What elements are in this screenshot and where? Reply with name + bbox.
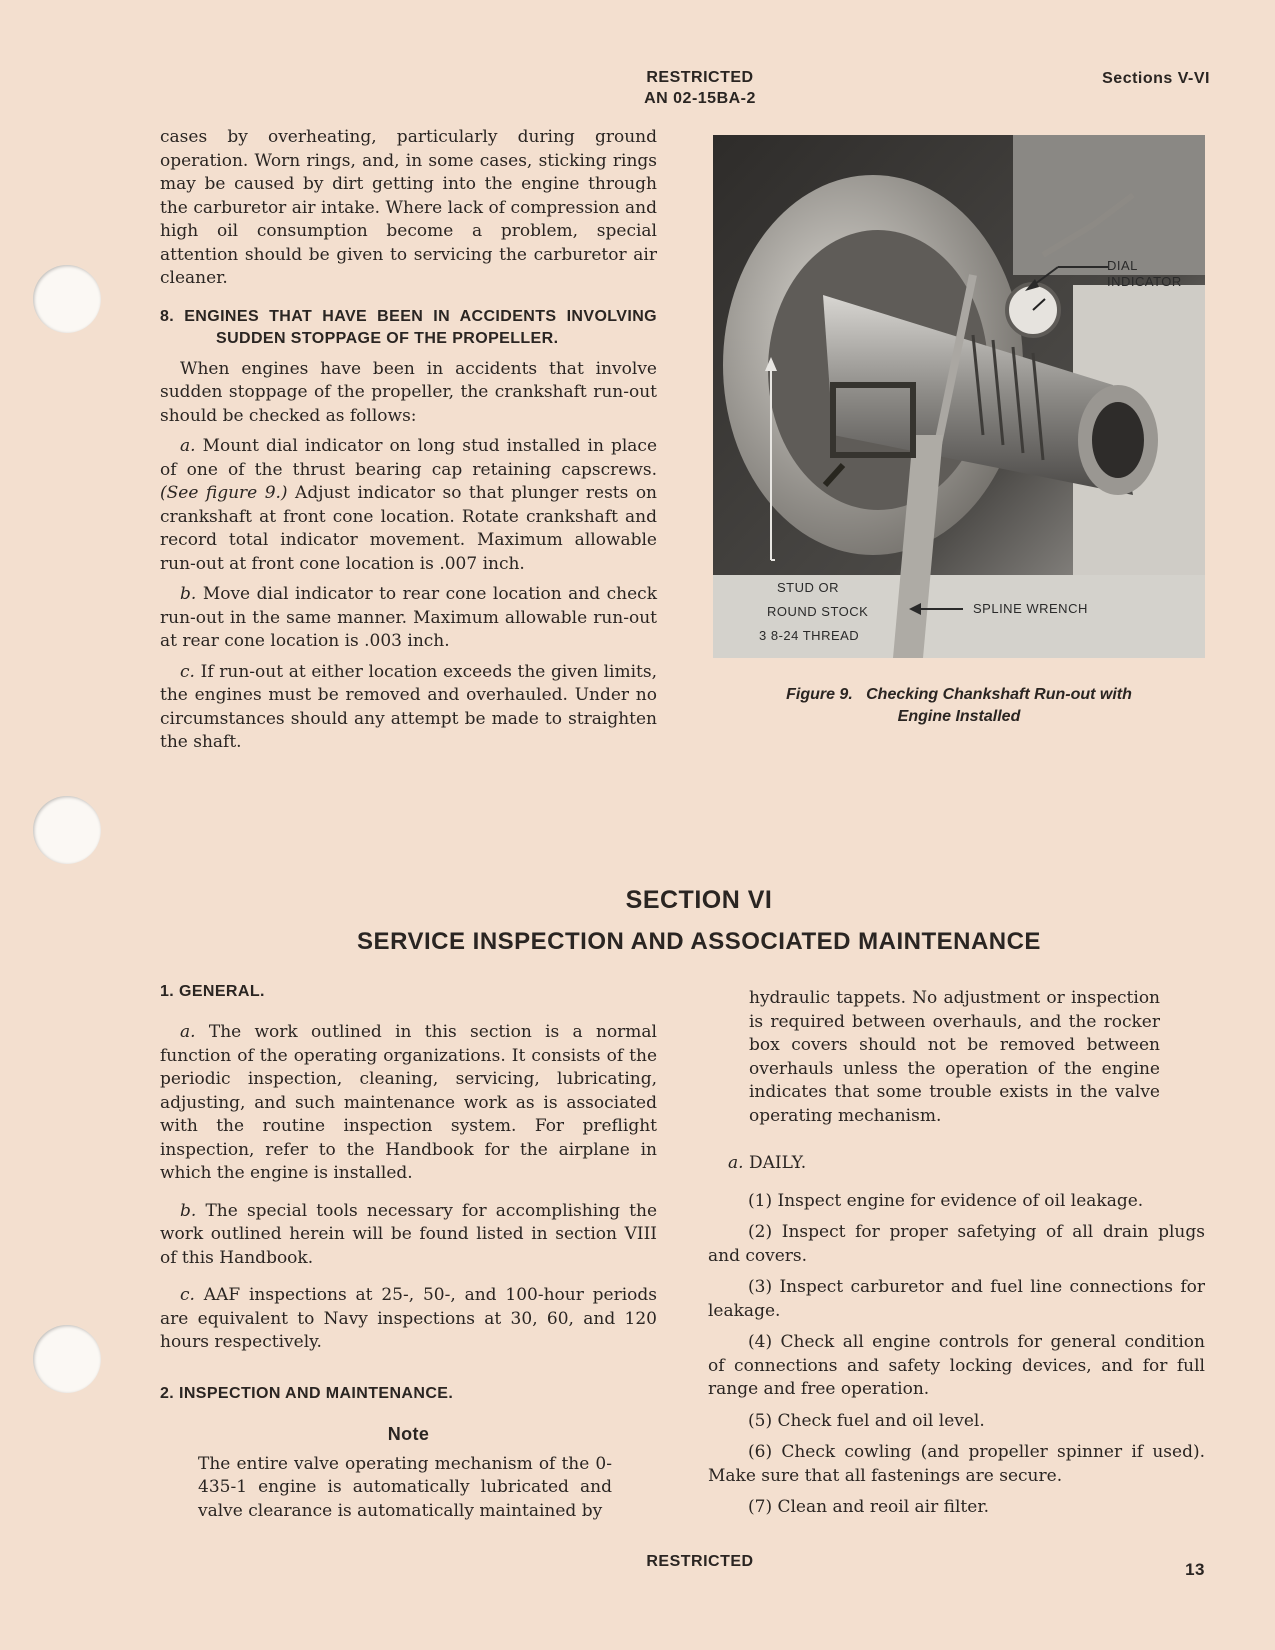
item-b-rear-cone (160, 583, 657, 654)
header-doc-number: AN 02-15BA-2 (644, 90, 756, 107)
item-a-text-post: Adjust indicator so that plunger rests on crankshaft at front cone location. Rotate crankshaft and record total indicator movement. Maximum allowable run-out at front cone location is .007 inch. (160, 483, 658, 574)
item-b-text: Move dial indicator to rear cone location and check run-out in the same manner. Maximum allowable run-out at rear cone location is .003 inch. (160, 584, 657, 651)
item-b-letter: b. (180, 584, 197, 604)
label-dial-indicator: DIAL INDICATOR (1107, 258, 1182, 289)
general-a (160, 1021, 657, 1186)
daily-items (708, 1190, 1205, 1520)
general-c (160, 1284, 657, 1355)
general-c-letter: c. (180, 1285, 195, 1305)
daily-item-2: (2) Inspect for proper safetying of all drain plugs and covers. (708, 1222, 1205, 1266)
heading-general: 1. GENERAL. (160, 983, 265, 1000)
heading-inspection-maintenance: 2. INSPECTION AND MAINTENANCE. (160, 1384, 454, 1402)
note-text-continued: hydraulic tappets. No adjustment or inspection is required between overhauls, and the rocker box covers should not be removed between overhauls unless the operation of the engine indicates that some trouble exists in the valve operating mechanism. (749, 988, 1160, 1126)
left-column-bottom (160, 981, 657, 1533)
page-number: 13 (1185, 1560, 1205, 1579)
binder-hole-top (33, 265, 101, 333)
label-stud-line-1: STUD OR (777, 580, 839, 595)
binder-hole-middle (33, 796, 101, 864)
left-column-top (160, 126, 657, 765)
item-a-figure-ref[interactable]: (See figure 9.) (160, 483, 288, 503)
paragraph-overheating: cases by overheating, particularly during ground operation. Worn rings, and, in some cases, sticking rings may be caused by dirt getting into the engine through the carburetor air intake. Where lack of compression and high oil consumption become a problem, special attention should be given to servicing the carburetor air cleaner. (160, 127, 657, 288)
daily-item-3: (3) Inspect carburetor and fuel line connections for leakage. (708, 1277, 1205, 1321)
item-c-letter: c. (180, 661, 195, 682)
general-b (160, 1200, 657, 1271)
daily-letter: a. (728, 1153, 744, 1173)
label-stud-line-2: ROUND STOCK (767, 604, 869, 619)
label-stud-line-3: 3 8-24 THREAD (759, 628, 860, 643)
item-a-text-pre: Mount dial indicator on long stud installed in place of one of the thrust bearing cap retaining capscrews. (160, 436, 657, 480)
daily-item-5: (5) Check fuel and oil level. (748, 1410, 985, 1431)
label-stud (753, 576, 903, 648)
binder-hole-bottom (33, 1325, 101, 1393)
item-a-mount-indicator (160, 435, 657, 576)
figure-caption-line-2: Engine Installed (897, 708, 1021, 725)
right-column-bottom (708, 987, 1205, 1530)
general-a-letter: a. (180, 1022, 196, 1042)
figure-9-photo (713, 135, 1205, 658)
section-subtitle: SERVICE INSPECTION AND ASSOCIATED MAINTENANCE (357, 928, 1041, 955)
figure-9-caption (713, 684, 1205, 728)
figure-caption-line-1: Figure 9. Checking Chankshaft Run-out with (786, 686, 1132, 703)
item-c-text: If run-out at either location exceeds the given limits, the engines must be removed and overhauled. Under no circumstances should any attempt be made to straighten the shaft. (160, 661, 658, 752)
paragraph-accident-intro: When engines have been in accidents that involve sudden stoppage of the propeller, the crankshaft run-out should be checked as follows: (160, 358, 657, 426)
footer-classification: RESTRICTED (646, 1553, 754, 1570)
general-a-text: The work outlined in this section is a normal function of the operating organizations. It consists of the periodic inspection, cleaning, servicing, lubricating, adjusting, and such maintenance work as is associated with the routine inspection system. For preflight inspection, refer to the Handbook for the airplane in which the engine is installed. (160, 1022, 657, 1183)
daily-item-7: (7) Clean and reoil air filter. (748, 1497, 989, 1517)
daily-item-4: (4) Check all engine controls for general condition of connections and safety locking devices, and for full range and free operation. (708, 1332, 1205, 1399)
daily-label: DAILY. (748, 1153, 807, 1173)
section-title: SECTION VI (625, 886, 773, 914)
page-header (580, 67, 820, 109)
header-classification: RESTRICTED (646, 69, 754, 86)
general-b-letter: b. (180, 1200, 197, 1221)
note-title: Note (387, 1423, 430, 1444)
daily-heading (708, 1152, 1205, 1176)
label-spline-wrench: SPLINE WRENCH (973, 601, 1088, 616)
general-b-text: The special tools necessary for accomplishing the work outlined herein will be found listed in section VIII of this Handbook. (160, 1200, 657, 1268)
daily-item-6: (6) Check cowling (and propeller spinner if used). Make sure that all fastenings are secure. (708, 1442, 1205, 1486)
item-c-limits (160, 661, 657, 755)
heading-engines-accidents: 8. ENGINES THAT HAVE BEEN IN ACCIDENTS INVOLVING SUDDEN STOPPAGE OF THE PROPELLER. (160, 307, 657, 347)
daily-item-1: (1) Inspect engine for evidence of oil leakage. (748, 1190, 1144, 1211)
general-c-text: AAF inspections at 25-, 50-, and 100-hour periods are equivalent to Navy inspections at 30, 60, and 120 hours respectively. (160, 1285, 658, 1352)
item-a-letter: a. (180, 436, 196, 456)
header-sections: Sections V-VI (1102, 70, 1210, 87)
note-text: The entire valve operating mechanism of the 0-435-1 engine is automatically lubricated and valve clearance is automatically maintained by (198, 1453, 612, 1521)
